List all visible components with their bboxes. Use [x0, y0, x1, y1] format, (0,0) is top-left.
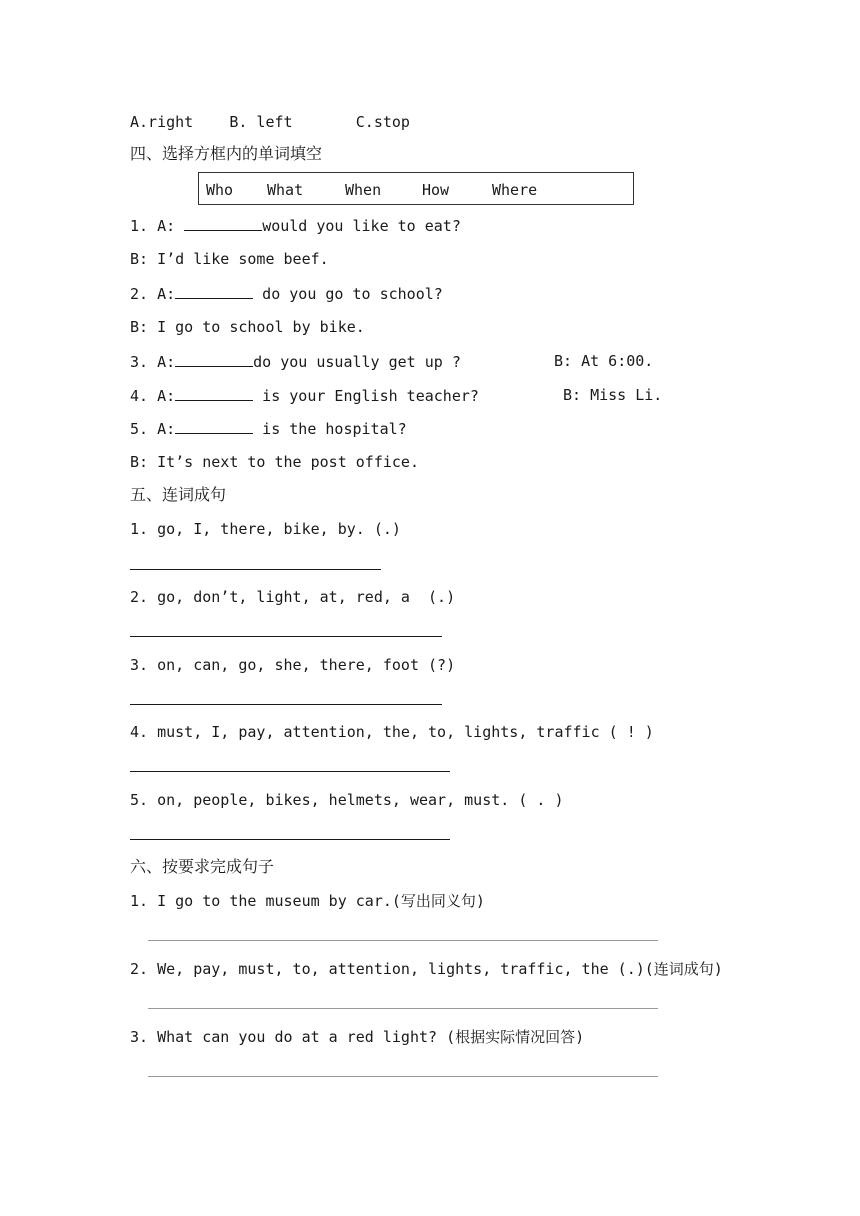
q4-number: 4. A: [130, 387, 176, 405]
q5-line [130, 419, 407, 438]
s5-answer-line-5[interactable] [130, 839, 450, 840]
s5-answer-line-2[interactable] [130, 636, 442, 637]
q5-number: 5. A: [130, 420, 176, 438]
s6-answer-line-3[interactable] [148, 1076, 658, 1077]
q4-blank[interactable] [175, 386, 253, 401]
word-box [198, 172, 634, 205]
q3-number: 3. A: [130, 353, 176, 371]
option-b: B. left [229, 113, 293, 131]
s5-item-4: 4. must, I, pay, attention, the, to, lights, traffic ( ! ) [130, 723, 654, 741]
s5-item-1: 1. go, I, there, bike, by. (.) [130, 520, 401, 538]
q2-line [130, 284, 443, 303]
q1-line [130, 216, 461, 235]
s6-answer-line-2[interactable] [148, 1008, 658, 1009]
q5-text: is the hospital? [253, 420, 407, 438]
q2-answer: B: I go to school by bike. [130, 318, 365, 336]
q4-line [130, 386, 479, 405]
q4-text: is your English teacher? [253, 387, 479, 405]
option-a: A.right [130, 113, 194, 131]
q5-blank[interactable] [175, 419, 253, 434]
q1-blank[interactable] [184, 216, 262, 231]
q1-answer: B: I’d like some beef. [130, 250, 329, 268]
q3-answer: B: At 6:00. [554, 352, 654, 370]
section6-heading: 六、按要求完成句子 [130, 857, 275, 876]
s5-answer-line-3[interactable] [130, 704, 442, 705]
q4-answer: B: Miss Li. [563, 386, 663, 404]
word-box-item: Who [206, 181, 234, 199]
s5-item-3: 3. on, can, go, she, there, foot (?) [130, 656, 456, 674]
q3-text: do you usually get up ? [253, 353, 461, 371]
s5-answer-line-1[interactable] [130, 569, 381, 570]
q2-text: do you go to school? [253, 285, 443, 303]
s6-item-1: 1. I go to the museum by car.(写出同义句) [130, 892, 485, 910]
s6-item-3: 3. What can you do at a red light? (根据实际情况回答) [130, 1028, 585, 1046]
s6-answer-line-1[interactable] [148, 940, 658, 941]
word-box-item: Where [492, 181, 538, 199]
section5-heading: 五、连词成句 [130, 485, 227, 504]
q3-blank[interactable] [175, 352, 253, 367]
word-box-item: What [267, 181, 304, 199]
q1-number: 1. A: [130, 217, 185, 235]
q2-number: 2. A: [130, 285, 176, 303]
q5-answer: B: It’s next to the post office. [130, 453, 419, 471]
q3-line [130, 352, 461, 371]
word-box-item: How [422, 181, 450, 199]
word-box-item: When [345, 181, 382, 199]
options-line [130, 113, 410, 131]
s5-item-5: 5. on, people, bikes, helmets, wear, must. ( . ) [130, 791, 564, 809]
section4-heading: 四、选择方框内的单词填空 [130, 144, 323, 163]
s6-item-2: 2. We, pay, must, to, attention, lights, traffic, the (.)(连词成句) [130, 960, 723, 978]
q2-blank[interactable] [175, 284, 253, 299]
s5-item-2: 2. go, don’t, light, at, red, a (.) [130, 588, 456, 606]
s5-answer-line-4[interactable] [130, 771, 450, 772]
option-c: C.stop [355, 113, 410, 131]
q1-text: would you like to eat? [262, 217, 461, 235]
